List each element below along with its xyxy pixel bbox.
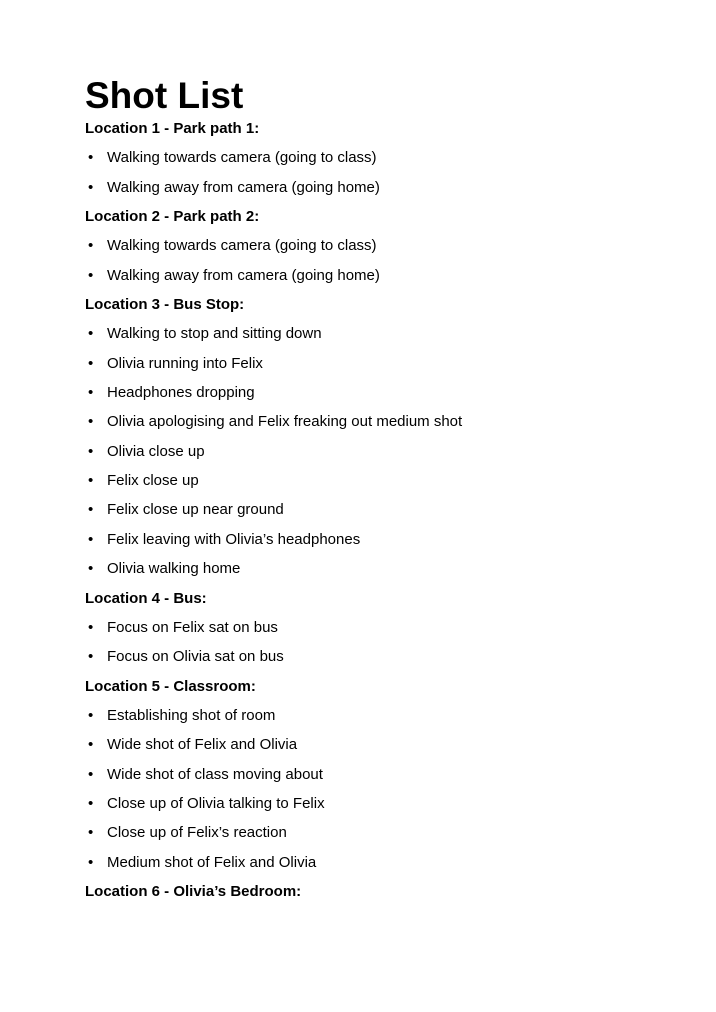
bullet-icon: • (88, 648, 94, 666)
shot-list-item (85, 760, 656, 789)
bullet-icon: • (88, 354, 94, 372)
shot-description: Close up of Olivia talking to Felix (107, 794, 325, 812)
shot-description: Walking towards camera (going to class) (107, 149, 377, 167)
bullet-icon: • (88, 618, 94, 636)
shot-description: Olivia running into Felix (107, 354, 263, 372)
bullet-icon: • (88, 706, 94, 724)
section-heading: Location 3 - Bus Stop: (85, 296, 245, 314)
shot-list-item (85, 407, 656, 436)
bullet-icon: • (88, 149, 94, 167)
bullet-icon: • (88, 794, 94, 812)
shot-description: Felix leaving with Olivia’s headphones (107, 530, 361, 548)
bullet-icon: • (88, 384, 94, 402)
bullet-icon: • (88, 237, 94, 255)
page-title: Shot List (85, 75, 244, 116)
shot-list-item (85, 495, 656, 524)
shot-description: Felix close up (107, 472, 199, 490)
shot-list-item (85, 173, 656, 202)
shot-description: Close up of Felix’s reaction (107, 824, 287, 842)
bullet-icon: • (88, 266, 94, 284)
shot-list-item (85, 319, 656, 348)
bullet-icon: • (88, 413, 94, 431)
shot-description: Wide shot of Felix and Olivia (107, 736, 298, 754)
shot-list-item (85, 437, 656, 466)
shot-list-item (85, 525, 656, 554)
bullet-icon: • (88, 560, 94, 578)
shot-description: Walking to stop and sitting down (107, 325, 322, 343)
shot-description: Felix close up near ground (107, 501, 284, 519)
bullet-icon: • (88, 472, 94, 490)
shot-description: Walking away from camera (going home) (107, 178, 380, 196)
bullet-icon: • (88, 501, 94, 519)
shot-description: Walking towards camera (going to class) (107, 237, 377, 255)
shot-list-item (85, 378, 656, 407)
bullet-icon: • (88, 853, 94, 871)
shot-list-item (85, 349, 656, 378)
shot-description: Olivia close up (107, 442, 205, 460)
shot-list-item (85, 143, 656, 172)
bullet-icon: • (88, 178, 94, 196)
bullet-icon: • (88, 736, 94, 754)
bullet-icon: • (88, 442, 94, 460)
section-heading: Location 1 - Park path 1: (85, 120, 260, 137)
shot-description: Headphones dropping (107, 384, 255, 402)
bullet-icon: • (88, 325, 94, 343)
shot-description: Focus on Olivia sat on bus (107, 648, 284, 666)
shot-list-item (85, 554, 656, 583)
shot-list-item (85, 466, 656, 495)
section-heading: Location 5 - Classroom: (85, 677, 256, 695)
shot-list-item (85, 261, 656, 290)
bullet-icon: • (88, 530, 94, 548)
shot-description: Medium shot of Felix and Olivia (107, 853, 317, 871)
shot-list-item (85, 701, 656, 730)
shot-list-item (85, 818, 656, 847)
shot-description: Olivia walking home (107, 560, 241, 578)
shot-list-item (85, 642, 656, 671)
shot-list (85, 114, 656, 906)
section-heading: Location 2 - Park path 2: (85, 208, 260, 226)
shot-list-item (85, 613, 656, 642)
bullet-icon: • (88, 824, 94, 842)
bullet-icon: • (88, 765, 94, 783)
shot-description: Olivia apologising and Felix freaking out medium shot (107, 413, 463, 431)
shot-list-item (85, 789, 656, 818)
shot-description: Wide shot of class moving about (107, 765, 323, 783)
shot-description: Walking away from camera (going home) (107, 266, 380, 284)
shot-description: Establishing shot of room (107, 706, 276, 724)
section-heading: Location 6 - Olivia’s Bedroom: (85, 882, 302, 900)
shot-list-item (85, 231, 656, 260)
shot-description: Focus on Felix sat on bus (107, 618, 278, 636)
section-heading: Location 4 - Bus: (85, 589, 207, 607)
shot-list-item (85, 848, 656, 877)
shot-list-item (85, 730, 656, 759)
